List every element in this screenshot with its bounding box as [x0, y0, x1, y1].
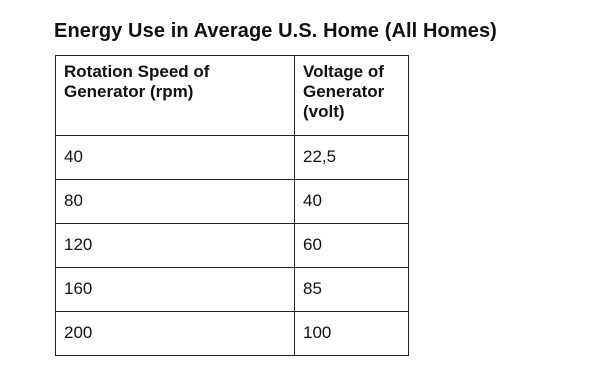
table-cell-voltage: 100 — [295, 312, 409, 356]
table-cell-voltage: 40 — [295, 180, 409, 224]
table-header-row — [56, 56, 409, 136]
data-table — [55, 55, 409, 356]
table-cell-voltage: 60 — [295, 224, 409, 268]
table-cell-rpm: 200 — [56, 312, 295, 356]
table-row — [56, 268, 409, 312]
table-cell-voltage: 22,5 — [295, 136, 409, 180]
table-row — [56, 224, 409, 268]
table-title: Energy Use in Average U.S. Home (All Homes) — [54, 20, 497, 42]
table-cell-voltage: 85 — [295, 268, 409, 312]
column-header-voltage: Voltage of Generator (volt) — [295, 56, 409, 136]
table-cell-rpm: 40 — [56, 136, 295, 180]
table-cell-rpm: 80 — [56, 180, 295, 224]
table-cell-rpm: 120 — [56, 224, 295, 268]
table-row — [56, 312, 409, 356]
table-cell-rpm: 160 — [56, 268, 295, 312]
table-row — [56, 136, 409, 180]
table-row — [56, 180, 409, 224]
column-header-rotation-speed: Rotation Speed of Generator (rpm) — [56, 56, 295, 136]
